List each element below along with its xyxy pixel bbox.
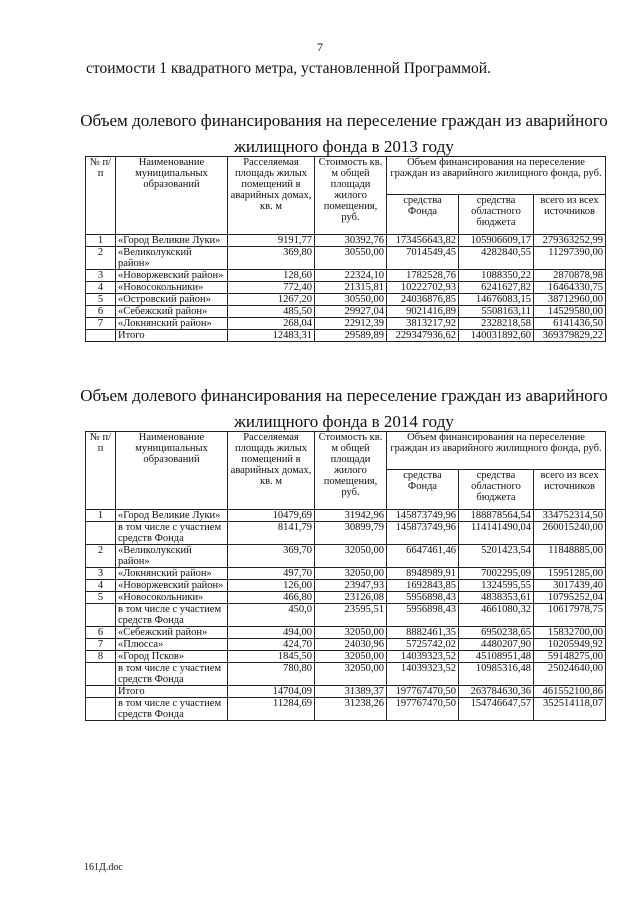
row-total: 260015240,00 [534,522,606,545]
row-number: 2 [86,545,116,568]
row-regional: 154746647,57 [459,698,534,721]
row-area: 1267,20 [228,294,315,306]
row-area: 128,60 [228,270,315,282]
row-fund: 197767470,50 [387,698,459,721]
row-cost: 29927,04 [315,306,387,318]
row-total: 10795252,04 [534,592,606,604]
row-area: 485,50 [228,306,315,318]
row-number [86,604,116,627]
row-total: 6141436,50 [534,318,606,330]
table-row [86,318,606,330]
row-regional: 4282840,55 [459,247,534,270]
row-number: 6 [86,627,116,639]
row-area: 8141,79 [228,522,315,545]
row-fund: 173456643,82 [387,235,459,247]
header-area: Расселяемая площадь жилых помещений в аварийных домах, кв. м [228,432,315,510]
row-area: 126,00 [228,580,315,592]
header-name: Наименование муниципальных образований [116,157,228,235]
row-number: 1 [86,235,116,247]
table-2014-title-line2: жилищного фонда в 2014 году [234,412,454,431]
header-area: Расселяемая площадь жилых помещений в аварийных домах, кв. м [228,157,315,235]
funding-table-2014 [85,431,606,721]
table-row [86,294,606,306]
header-regional: средства областного бюджета [459,195,534,235]
table-row [86,568,606,580]
row-area: 14704,09 [228,686,315,698]
row-total: 16464330,75 [534,282,606,294]
header-regional: средства областного бюджета [459,470,534,510]
table-row [86,686,606,698]
row-regional: 1324595,55 [459,580,534,592]
table-row [86,270,606,282]
row-cost: 31238,26 [315,698,387,721]
row-regional: 7002295,09 [459,568,534,580]
row-number: 7 [86,639,116,651]
row-cost: 21315,81 [315,282,387,294]
row-area: 9191,77 [228,235,315,247]
header-num: № п/п [86,157,116,235]
row-cost: 31942,96 [315,510,387,522]
row-cost: 24030,96 [315,639,387,651]
row-area: 369,70 [228,545,315,568]
row-cost: 30899,79 [315,522,387,545]
row-number [86,522,116,545]
table-row [86,282,606,294]
row-fund: 9021416,89 [387,306,459,318]
row-total: 10617978,75 [534,604,606,627]
row-area: 466,80 [228,592,315,604]
table-row [86,545,606,568]
row-cost: 30550,00 [315,247,387,270]
row-total: 369379829,22 [534,330,606,342]
table-2013-title [0,108,640,160]
row-name: в том числе с участием средств Фонда [116,604,228,627]
row-area: 424,70 [228,639,315,651]
row-name: «Город Великие Луки» [116,235,228,247]
header-name: Наименование муниципальных образований [116,432,228,510]
row-fund: 3813217,92 [387,318,459,330]
row-number: 6 [86,306,116,318]
footer-filename: 161Д.doc [84,862,123,873]
header-total: всего из всех источников [534,195,606,235]
row-regional: 2328218,58 [459,318,534,330]
row-area: 494,00 [228,627,315,639]
row-total: 11297390,00 [534,247,606,270]
header-num: № п/п [86,432,116,510]
row-regional: 114141490,04 [459,522,534,545]
page-number: 7 [317,40,323,54]
row-regional: 105906609,17 [459,235,534,247]
row-total: 10205949,92 [534,639,606,651]
row-fund: 7014549,45 [387,247,459,270]
row-total: 15832700,00 [534,627,606,639]
row-name: «Новосокольники» [116,592,228,604]
header-fund: средства Фонда [387,195,459,235]
header-funding: Объем финансирования на переселение граждан из аварийного жилищного фонда, руб. [387,432,606,470]
row-regional: 188878564,54 [459,510,534,522]
row-number [86,663,116,686]
row-name: «Великолукский район» [116,247,228,270]
row-cost: 30550,00 [315,294,387,306]
table-row [86,592,606,604]
row-fund: 145873749,96 [387,510,459,522]
header-cost: Стоимость кв. м общей площади жилого помещения, руб. [315,157,387,235]
table-2014-title-line1: Объем долевого финансирования на переселение граждан из аварийного [80,386,608,405]
row-fund: 10222702,93 [387,282,459,294]
row-name: «Город Великие Луки» [116,510,228,522]
row-total: 15951285,00 [534,568,606,580]
row-fund: 6647461,46 [387,545,459,568]
row-cost: 30392,76 [315,235,387,247]
row-number [86,686,116,698]
row-name: «Себежский район» [116,627,228,639]
row-fund: 1782528,76 [387,270,459,282]
row-number [86,698,116,721]
row-area: 268,04 [228,318,315,330]
row-fund: 14039323,52 [387,663,459,686]
table-2013-title-line1: Объем долевого финансирования на переселение граждан из аварийного [80,111,608,130]
row-fund: 5956898,43 [387,604,459,627]
row-total: 14529580,00 [534,306,606,318]
row-area: 11284,69 [228,698,315,721]
row-regional: 45108951,48 [459,651,534,663]
row-name: «Город Псков» [116,651,228,663]
header-funding: Объем финансирования на переселение граждан из аварийного жилищного фонда, руб. [387,157,606,195]
row-fund: 8948989,91 [387,568,459,580]
table-row [86,698,606,721]
row-cost: 22324,10 [315,270,387,282]
table-row [86,651,606,663]
row-name: в том числе с участием средств Фонда [116,663,228,686]
table-row [86,306,606,318]
row-total: 334752314,50 [534,510,606,522]
row-regional: 4480207,90 [459,639,534,651]
row-number: 1 [86,510,116,522]
table-row [86,330,606,342]
row-total: 2870878,98 [534,270,606,282]
row-cost: 23126,08 [315,592,387,604]
row-name: Итого [116,330,228,342]
row-number: 5 [86,294,116,306]
row-name: «Новосокольники» [116,282,228,294]
row-regional: 6950238,65 [459,627,534,639]
row-area: 10479,69 [228,510,315,522]
row-name: «Локнянский район» [116,568,228,580]
row-area: 497,70 [228,568,315,580]
row-name: «Великолукский район» [116,545,228,568]
row-total: 59148275,00 [534,651,606,663]
row-name: «Локнянский район» [116,318,228,330]
row-number: 5 [86,592,116,604]
row-regional: 4838353,61 [459,592,534,604]
row-regional: 10985316,48 [459,663,534,686]
row-fund: 14039323,52 [387,651,459,663]
header-fund: средства Фонда [387,470,459,510]
row-regional: 5201423,54 [459,545,534,568]
row-cost: 32050,00 [315,651,387,663]
row-number: 3 [86,270,116,282]
row-total: 461552100,86 [534,686,606,698]
table-2014-title [0,383,640,435]
row-area: 12483,31 [228,330,315,342]
row-regional: 1088350,22 [459,270,534,282]
row-name: в том числе с участием средств Фонда [116,522,228,545]
row-number: 3 [86,568,116,580]
row-fund: 8882461,35 [387,627,459,639]
table-row [86,247,606,270]
row-total: 11848885,00 [534,545,606,568]
row-cost: 32050,00 [315,568,387,580]
table-row [86,522,606,545]
row-regional: 263784630,36 [459,686,534,698]
row-name: «Островский район» [116,294,228,306]
row-name: в том числе с участием средств Фонда [116,698,228,721]
row-regional: 4661080,32 [459,604,534,627]
row-fund: 145873749,96 [387,522,459,545]
row-cost: 31389,37 [315,686,387,698]
table-row [86,639,606,651]
row-total: 3017439,40 [534,580,606,592]
row-total: 352514118,07 [534,698,606,721]
row-fund: 229347936,62 [387,330,459,342]
row-name: «Себежский район» [116,306,228,318]
row-cost: 32050,00 [315,663,387,686]
row-regional: 140031892,60 [459,330,534,342]
row-name: Итого [116,686,228,698]
table-row [86,235,606,247]
row-number: 4 [86,580,116,592]
row-number: 8 [86,651,116,663]
row-fund: 197767470,50 [387,686,459,698]
row-regional: 5508163,11 [459,306,534,318]
row-total: 38712960,00 [534,294,606,306]
row-cost: 23947,93 [315,580,387,592]
table-row [86,510,606,522]
row-total: 279363252,99 [534,235,606,247]
table-2013-title-line2: жилищного фонда в 2013 году [234,137,454,156]
row-regional: 6241627,82 [459,282,534,294]
row-total: 25024640,00 [534,663,606,686]
row-fund: 5956898,43 [387,592,459,604]
table-row [86,604,606,627]
row-name: «Новоржевский район» [116,580,228,592]
row-area: 450,0 [228,604,315,627]
row-cost: 32050,00 [315,545,387,568]
row-cost: 22912,39 [315,318,387,330]
row-regional: 14676083,15 [459,294,534,306]
row-name: «Плюсса» [116,639,228,651]
row-number: 4 [86,282,116,294]
table-row [86,627,606,639]
row-number: 2 [86,247,116,270]
funding-table-2013 [85,156,606,342]
row-fund: 1692843,85 [387,580,459,592]
row-fund: 5725742,02 [387,639,459,651]
row-area: 1845,50 [228,651,315,663]
row-number [86,330,116,342]
row-cost: 23595,51 [315,604,387,627]
row-area: 772,40 [228,282,315,294]
intro-line: стоимости 1 квадратного метра, установленной Программой. [86,60,491,77]
row-number: 7 [86,318,116,330]
table-row [86,663,606,686]
row-name: «Новоржевский район» [116,270,228,282]
row-cost: 29589,89 [315,330,387,342]
row-fund: 24036876,85 [387,294,459,306]
row-cost: 32050,00 [315,627,387,639]
row-area: 780,80 [228,663,315,686]
header-total: всего из всех источников [534,470,606,510]
row-area: 369,80 [228,247,315,270]
header-cost: Стоимость кв. м общей площади жилого помещения, руб. [315,432,387,510]
table-row [86,580,606,592]
